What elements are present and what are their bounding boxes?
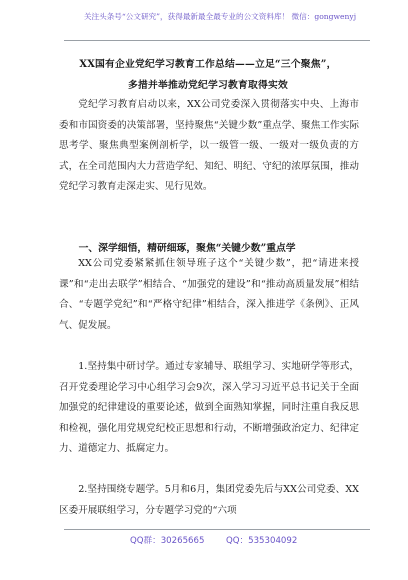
document-title-line-2: 多措并举推动党纪学习教育取得实效: [128, 80, 288, 91]
footer-qq-contact: QQ：535304092: [226, 536, 298, 546]
footer-divider: [64, 529, 370, 530]
intro-paragraph: 党纪学习教育启动以来，XX公司党委深入贯彻落实中央、上海市委和市国资委的决策部署，坚持聚焦“关键少数”重点学、聚焦工作实际思考学、聚焦典型案例剖析学，以一级管一级、一级对一级负责的方式，在全司范围内大力营造学纪、知纪、明纪、守纪的浓厚氛围，推动党纪学习教育走深走实、见行见效。: [59, 99, 359, 192]
header-banner: [70, 12, 370, 22]
header-divider: [64, 40, 370, 41]
body-paragraph-2: XX公司党委紧紧抓住领导班子这个“关键少数”，把“请进来授课”和“走出去联学”相结合、“加强党的建设”和“推动高质量发展”相结合、“专题学党纪”和“严格守纪律”相结合，深入推进学《条例》、正风气、促发展。: [59, 258, 359, 331]
footer-qq-group: QQ群：30265665: [130, 536, 205, 546]
body-paragraph-3: 1.坚持集中研讨学。通过专家辅导、联组学习、实地研学等形式，召开党委理论学习中心组学习会9次，深入学习习近平总书记关于全面加强党的纪律建设的重要论述，做到全面熟知掌握，同时注重自我反思和检视，强化用党规党纪校正思想和行动，不断增强政治定力、纪律定力、道德定力、抵腐定力。: [59, 361, 359, 454]
section-heading-1: 一、深学细悟，精研细琢，聚焦“关键少数”重点学: [78, 243, 296, 254]
body-paragraph-4: 2.坚持围绕专题学。5月和6月，集团党委先后与XX公司党委、XX区委开展联组学习，分专题学习党的“六项: [59, 484, 359, 516]
banner-text: 关注头条号“公文研究”，获得最新最全最专业的公文资料库！ 微信：gongwenyj: [83, 12, 357, 21]
document-title-line-1: XX国有企业党纪学习教育工作总结——立足“三个聚焦”，: [79, 59, 337, 70]
